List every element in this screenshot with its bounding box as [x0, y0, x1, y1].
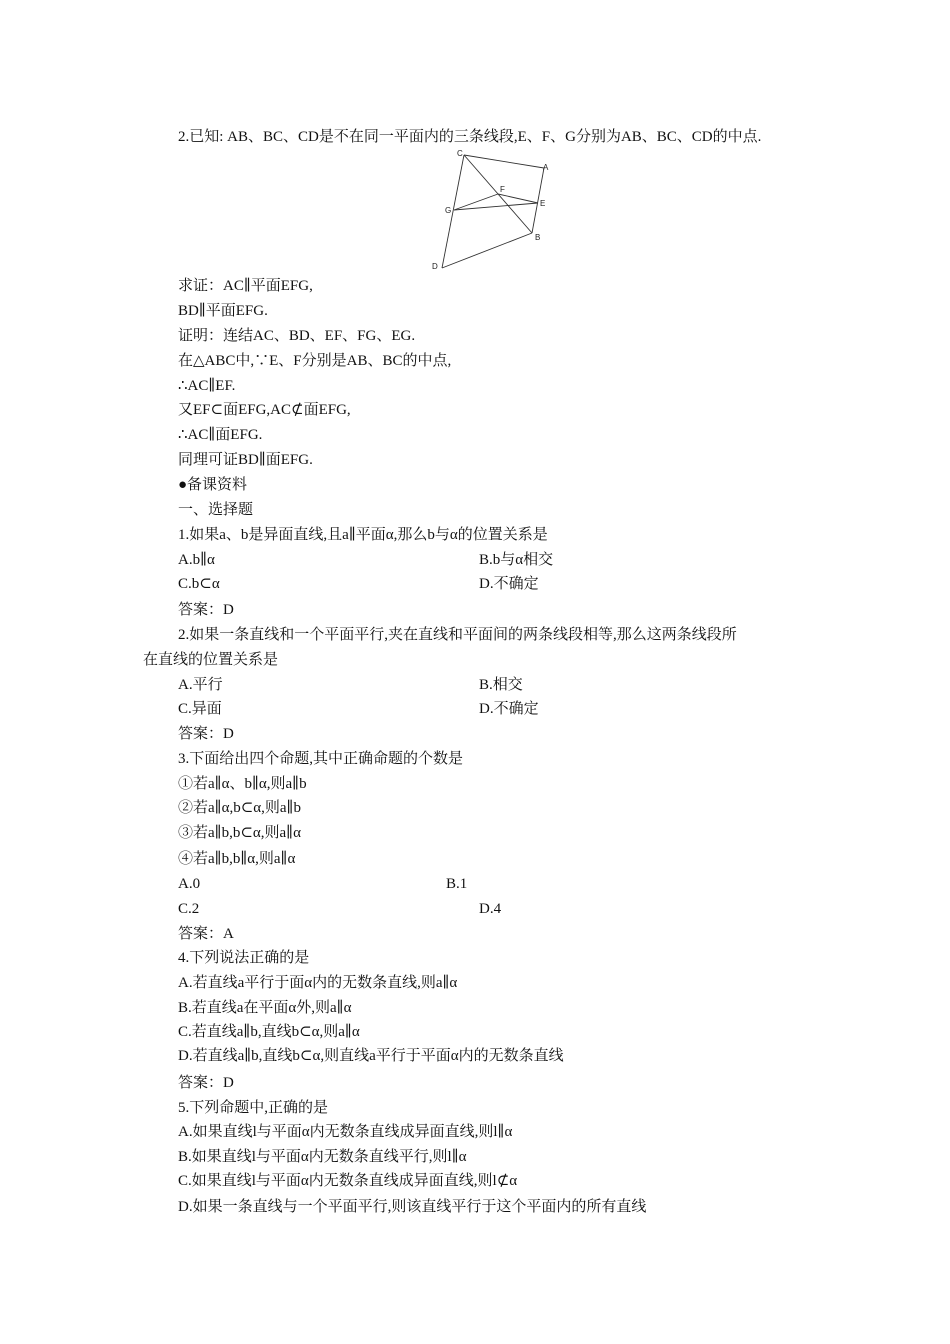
question-5-stem: 5.下列命题中,正确的是 [178, 1100, 329, 1116]
question-2-option-c: C.异面 [178, 701, 222, 717]
question-5-option-d: D.如果一条直线与一个平面平行,则该直线平行于这个平面内的所有直线 [178, 1199, 647, 1215]
question-3-prop-3: ③若a∥b,b⊂α,则a∥α [178, 825, 301, 841]
question-3-prop-4: ④若a∥b,b∥α,则a∥α [178, 851, 296, 867]
proof-line: 又EF⊂面EFG,AC⊄面EFG, [178, 402, 351, 418]
question-3-option-b: B.1 [446, 876, 468, 892]
proof-line: 求证：AC∥平面EFG, [178, 278, 313, 294]
question-4-option-d: D.若直线a∥b,直线b⊂α,则直线a平行于平面α内的无数条直线 [178, 1048, 564, 1064]
question-3-option-d: D.4 [479, 901, 502, 917]
question-2-answer: 答案：D [178, 726, 234, 742]
question-1-option-d: D.不确定 [479, 576, 539, 592]
proof-line: 证明：连结AC、BD、EF、FG、EG. [178, 328, 416, 344]
subsection-heading: 一、选择题 [178, 502, 254, 518]
question-2-stem-line-2: 在直线的位置关系是 [143, 652, 279, 668]
question-1-option-a: A.b∥α [178, 552, 215, 568]
geometry-figure [428, 148, 558, 273]
question-4-answer: 答案：D [178, 1075, 234, 1091]
question-3-prop-2: ②若a∥α,b⊂α,则a∥b [178, 800, 301, 816]
question-4-option-c: C.若直线a∥b,直线b⊂α,则a∥α [178, 1024, 360, 1040]
proof-line: BD∥平面EFG. [178, 303, 268, 319]
question-5-option-b: B.如果直线l与平面α内无数条直线平行,则l∥α [178, 1149, 467, 1165]
question-2-stem-line-1: 2.如果一条直线和一个平面平行,夹在直线和平面间的两条线段相等,那么这两条线段所 [178, 627, 737, 643]
question-3-stem: 3.下面给出四个命题,其中正确命题的个数是 [178, 751, 464, 767]
question-2-option-d: D.不确定 [479, 701, 539, 717]
question-3-answer: 答案：A [178, 926, 234, 942]
label-g: G [445, 206, 452, 215]
section-heading: ●备课资料 [178, 477, 248, 493]
problem-2-heading: 2.已知: AB、BC、CD是不在同一平面内的三条线段,E、F、G分别为AB、BC、CD的中点. [178, 129, 762, 145]
label-a: A [543, 163, 549, 172]
label-e: E [540, 199, 546, 208]
proof-line: ∴AC∥EF. [178, 378, 236, 394]
label-f: F [500, 185, 505, 194]
question-3-option-c: C.2 [178, 901, 200, 917]
question-2-option-a: A.平行 [178, 677, 223, 693]
question-3-option-a: A.0 [178, 876, 201, 892]
question-1-option-c: C.b⊂α [178, 576, 220, 592]
question-1-option-b: B.b与α相交 [479, 552, 554, 568]
question-5-option-c: C.如果直线l与平面α内无数条直线成异面直线,则l⊄α [178, 1173, 518, 1189]
question-4-stem: 4.下列说法正确的是 [178, 950, 310, 966]
proof-line: 同理可证BD∥面EFG. [178, 452, 313, 468]
label-c: C [457, 149, 463, 158]
question-1-answer: 答案：D [178, 602, 234, 618]
label-b: B [535, 233, 541, 242]
question-5-option-a: A.如果直线l与平面α内无数条直线成异面直线,则l∥α [178, 1124, 513, 1140]
question-4-option-a: A.若直线a平行于面α内的无数条直线,则a∥α [178, 975, 458, 991]
question-4-option-b: B.若直线a在平面α外,则a∥α [178, 1000, 352, 1016]
question-1-stem: 1.如果a、b是异面直线,且a∥平面α,那么b与α的位置关系是 [178, 527, 548, 543]
question-3-prop-1: ①若a∥α、b∥α,则a∥b [178, 776, 307, 792]
label-d: D [432, 262, 438, 271]
question-2-option-b: B.相交 [479, 677, 523, 693]
proof-line: 在△ABC中,∵E、F分别是AB、BC的中点, [178, 353, 452, 369]
proof-line: ∴AC∥面EFG. [178, 427, 263, 443]
